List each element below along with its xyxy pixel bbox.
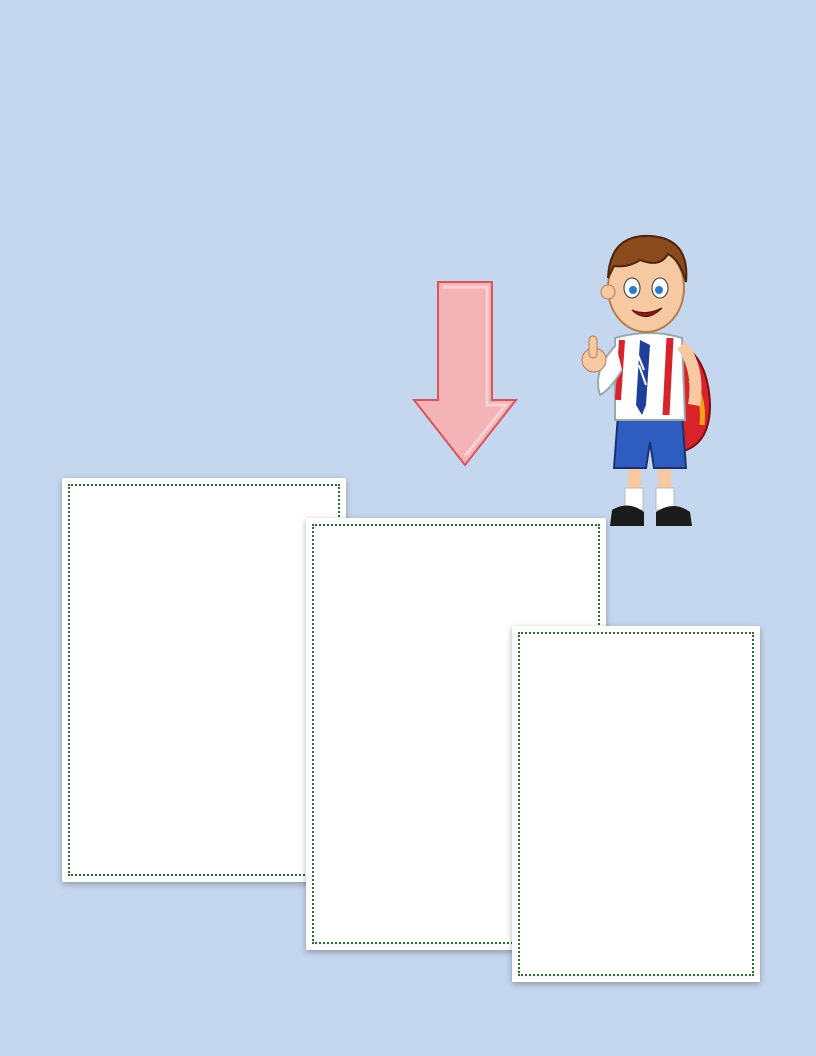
arrow-down-icon xyxy=(410,280,520,470)
worksheet-preview-3 xyxy=(512,626,760,982)
worksheet-preview-1 xyxy=(62,478,346,882)
schoolboy-icon xyxy=(570,220,720,550)
